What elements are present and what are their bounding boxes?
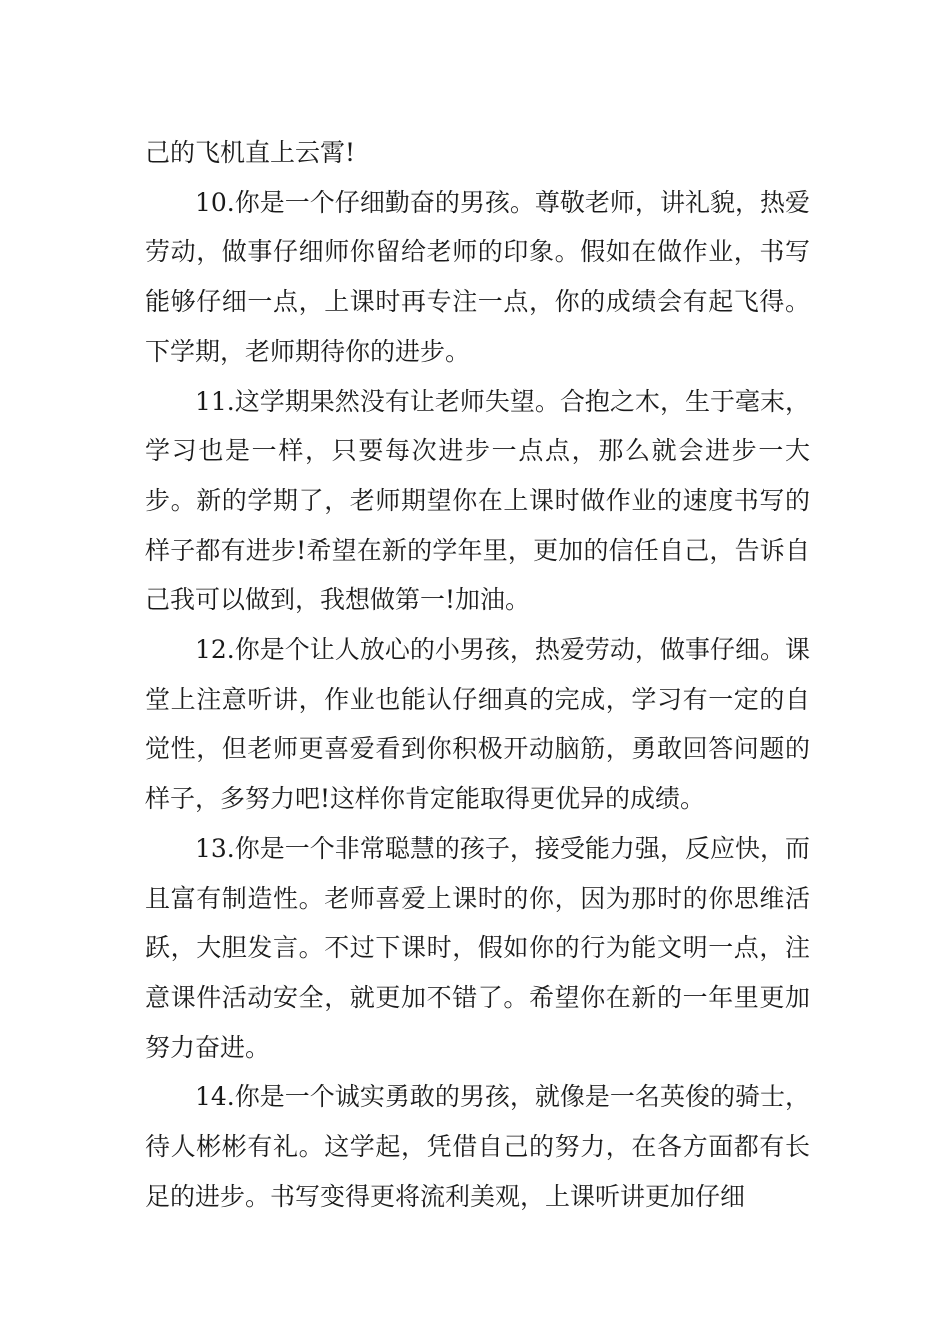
paragraph-comment-11: 11.这学期果然没有让老师失望。合抱之木，生于毫末，学习也是一样，只要每次进步一点点，那么就会进步一大步。新的学期了，老师期望你在上课时做作业的速度书写的样子都有进步!希望在新的学年里，更加的信任自己，告诉自己我可以做到，我想做第一!加油。 [145,386,810,615]
paragraph-comment-10: 10.你是一个仔细勤奋的男孩。尊敬老师，讲礼貌，热爱劳动，做事仔细师你留给老师的印象。假如在做作业，书写能够仔细一点，上课时再专注一点，你的成绩会有起飞得。下学期，老师期待你的进步。 [145,187,810,366]
paragraph-comment-14: 14.你是一个诚实勇敢的男孩，就像是一名英俊的骑士，待人彬彬有礼。这学起，凭借自己的努力，在各方面都有长足的进步。书写变得更将流利美观，上课听讲更加仔细 [145,1082,810,1211]
document-body [145,128,810,1221]
paragraph-continuation: 己的飞机直上云霄! [145,138,356,167]
paragraph-comment-13: 13.你是一个非常聪慧的孩子，接受能力强，反应快，而且富有制造性。老师喜爱上课时的你，因为那时的你思维活跃，大胆发言。不过下课时，假如你的行为能文明一点，注意课件活动安全，就更加不错了。希望你在新的一年里更加努力奋进。 [145,833,810,1062]
paragraph-comment-12: 12.你是个让人放心的小男孩，热爱劳动，做事仔细。课堂上注意听讲，作业也能认仔细真的完成，学习有一定的自觉性，但老师更喜爱看到你积极开动脑筋，勇敢回答问题的样子，多努力吧!这样你肯定能取得更优异的成绩。 [145,635,810,814]
